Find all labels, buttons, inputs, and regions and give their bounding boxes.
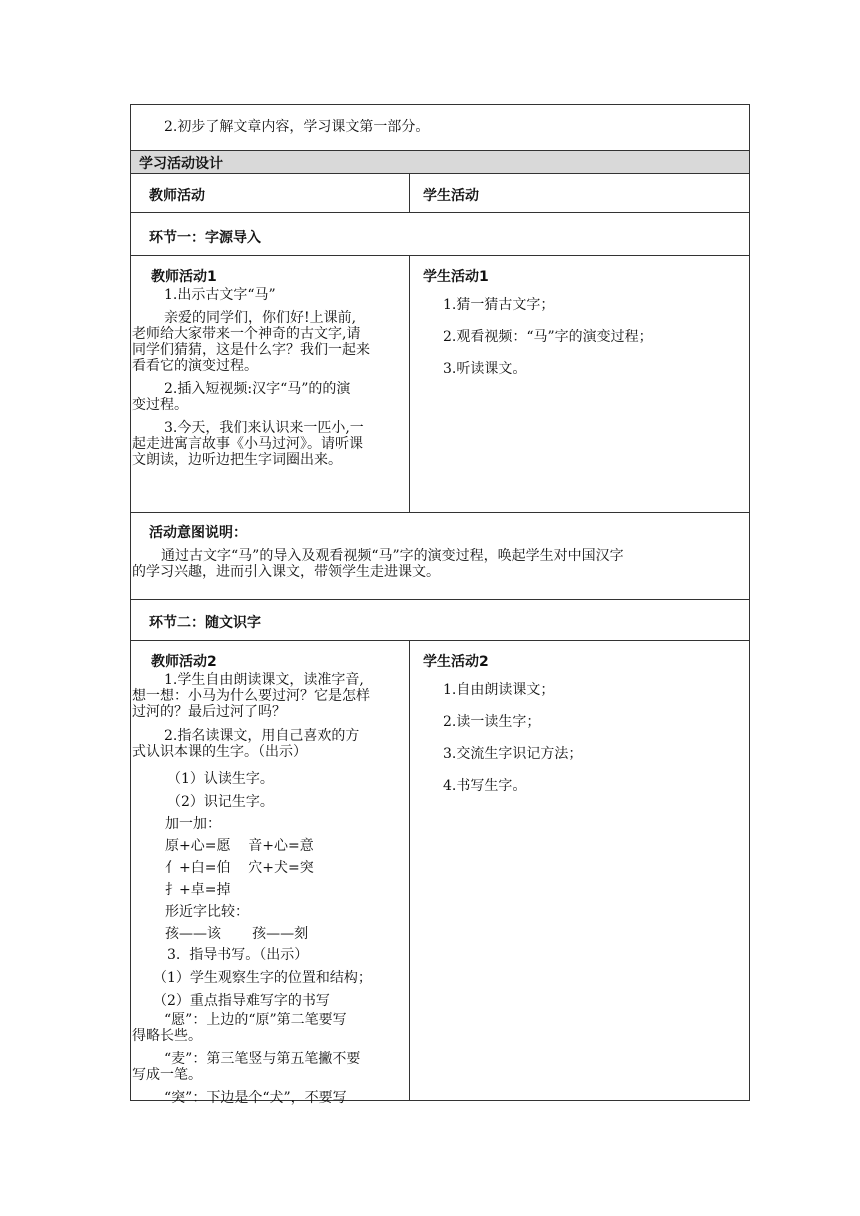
teacher-1-line: 亲爱的同学们，你们好!上课前,: [164, 310, 357, 326]
teacher-2-line: 得略长些。: [132, 1028, 202, 1044]
teacher-1-line: 3.今天，我们来认识来一匹小,一: [164, 420, 364, 436]
goal-row: [131, 105, 749, 151]
section-title: 学习活动设计: [139, 156, 223, 172]
teacher-2-line: （2）识记生字。: [167, 794, 274, 810]
student-2-item: 2.读一读生字；: [443, 714, 541, 730]
student-2-item: 4.书写生字。: [443, 778, 527, 794]
section-title-row: [131, 151, 749, 174]
student-2-item: 1.自由朗读课文；: [443, 682, 555, 698]
teacher-2-line: “突”：下边是个“犬”，不要写: [164, 1090, 347, 1106]
teacher-2-line: 扌+卓=掉: [165, 882, 231, 898]
teacher-1-line: 看看它的演变过程。: [132, 358, 258, 374]
stage1-activity-row: [131, 256, 749, 513]
teacher-2-line: “愿”：上边的“原”第二笔要写: [164, 1012, 347, 1028]
teacher-1-line: 文朗读，边听边把生字词圈出来。: [132, 452, 342, 468]
teacher-activity-1-heading: 教师活动1: [151, 269, 217, 285]
goal-item: 2.初步了解文章内容，学习课文第一部分。: [164, 119, 430, 135]
student-1-item: 2.观看视频：“马”字的演变过程；: [443, 329, 653, 345]
teacher-activity-2-heading: 教师活动2: [151, 654, 217, 670]
student-1-item: 3.听读课文。: [443, 361, 527, 377]
stage1-intent-row: [131, 513, 749, 600]
column-header-row: [131, 174, 749, 213]
teacher-2-line: 式认识本课的生字。（出示）: [132, 744, 307, 760]
teacher-2-line: 孩——该 孩——刻: [165, 926, 309, 942]
teacher-1-line: 起走进寓言故事《小马过河》。请听课: [132, 436, 363, 452]
lesson-plan-table: [130, 104, 750, 1106]
teacher-1-line: 同学们猜猜，这是什么字？我们一起来: [132, 342, 370, 358]
teacher-2-line: 1.学生自由朗读课文，读准字音,: [164, 672, 364, 688]
teacher-2-line: （1）认读生字。: [167, 771, 274, 787]
teacher-2-line: 形近字比较：: [165, 904, 249, 920]
student-1-item: 1.猜一猜古文字；: [443, 297, 555, 313]
intent-line: 的学习兴趣，进而引入课文，带领学生走进课文。: [132, 564, 440, 580]
stage2-activity-row: [131, 641, 749, 1106]
stage2-student-cell: [410, 641, 749, 1100]
teacher-2-line: （2）重点指导难写字的书写: [153, 993, 330, 1009]
teacher-2-line: 2.指名读课文，用自己喜欢的方: [164, 728, 360, 744]
teacher-1-line: 变过程。: [132, 397, 188, 413]
teacher-1-line: 2.插入短视频:汉字“马”的的演: [164, 381, 351, 397]
stage1-title-row: [131, 213, 749, 256]
intent-line: 通过古文字“马”的导入及观看视频“马”字的演变过程，唤起学生对中国汉字: [161, 548, 624, 564]
student-column-header: 学生活动: [423, 188, 479, 204]
stage1-title: 环节一：字源导入: [149, 230, 261, 246]
student-activity-2-heading: 学生活动2: [423, 654, 489, 670]
teacher-2-line: 写成一笔。: [132, 1067, 202, 1083]
teacher-2-line: 3. 指导书写。（出示）: [167, 947, 309, 963]
stage1-teacher-cell: [131, 256, 410, 512]
student-activity-1-heading: 学生活动1: [423, 269, 489, 285]
student-2-item: 3.交流生字识记方法；: [443, 746, 583, 762]
teacher-2-line: “麦”：第三笔竖与第五笔撇不要: [164, 1051, 361, 1067]
stage2-teacher-cell: [131, 641, 410, 1106]
teacher-column-header: 教师活动: [149, 188, 205, 204]
teacher-2-line: （1）学生观察生字的位置和结构；: [153, 970, 372, 986]
teacher-1-line: 老师给大家带来一个神奇的古文字,请: [132, 326, 361, 342]
teacher-2-line: 原+心=愿 音+心=意: [165, 838, 314, 854]
stage1-student-cell: [410, 256, 749, 512]
teacher-2-line: 过河的？最后过河了吗？: [132, 704, 286, 720]
teacher-2-line: 加一加：: [165, 816, 221, 832]
stage2-title: 环节二：随文识字: [149, 615, 261, 631]
teacher-2-line: 想一想：小马为什么要过河？它是怎样: [132, 688, 370, 704]
teacher-1-line: 1.出示古文字“马”: [164, 287, 276, 303]
stage2-title-row: [131, 600, 749, 641]
teacher-2-line: 亻+白=伯 穴+犬=突: [165, 860, 314, 876]
intent-heading: 活动意图说明：: [149, 525, 247, 541]
